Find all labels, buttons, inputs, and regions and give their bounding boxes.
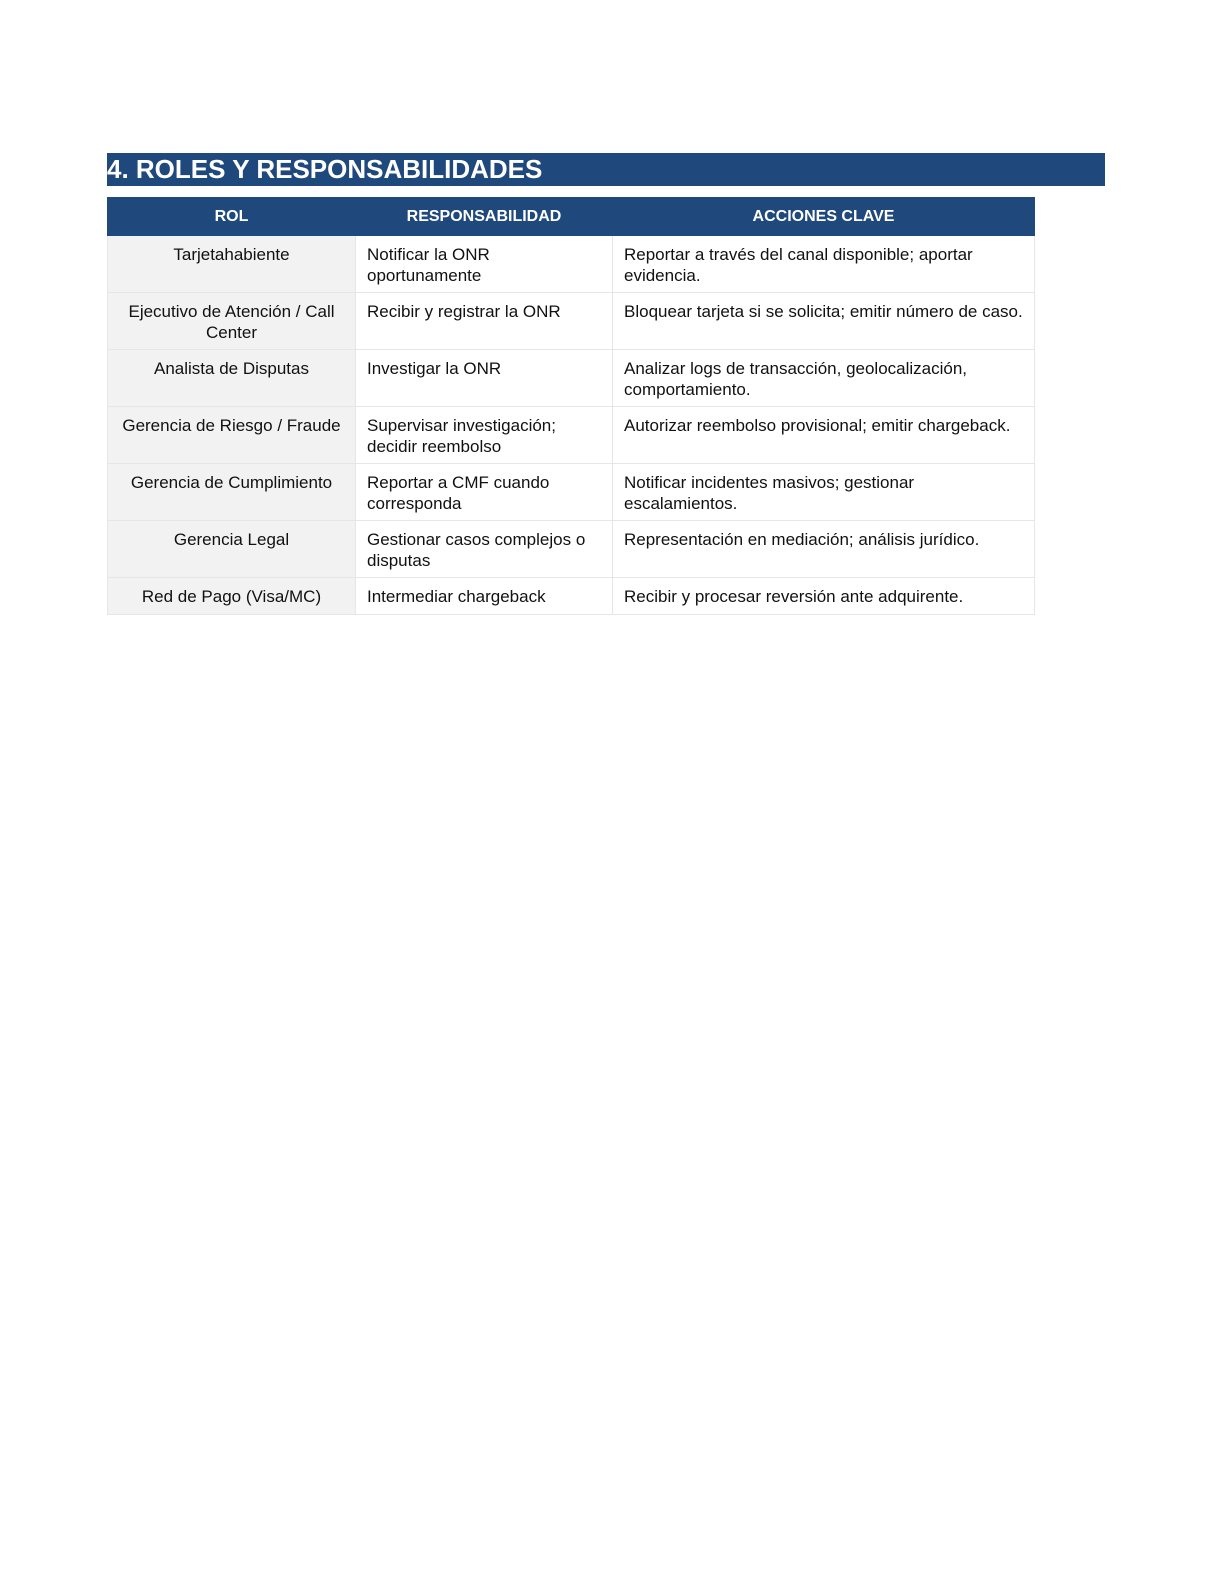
column-header-responsabilidad: RESPONSABILIDAD bbox=[356, 198, 613, 236]
section-title: 4. ROLES Y RESPONSABILIDADES bbox=[107, 153, 1105, 186]
cell-responsabilidad: Notificar la ONR oportunamente bbox=[356, 236, 613, 293]
table-row bbox=[108, 407, 1035, 464]
cell-rol: Gerencia Legal bbox=[108, 521, 356, 578]
cell-rol: Red de Pago (Visa/MC) bbox=[108, 578, 356, 615]
cell-responsabilidad: Gestionar casos complejos o disputas bbox=[356, 521, 613, 578]
cell-responsabilidad: Supervisar investigación; decidir reembolso bbox=[356, 407, 613, 464]
cell-acciones: Reportar a través del canal disponible; aportar evidencia. bbox=[613, 236, 1035, 293]
cell-rol: Tarjetahabiente bbox=[108, 236, 356, 293]
table-header-row bbox=[108, 198, 1035, 236]
cell-responsabilidad: Investigar la ONR bbox=[356, 350, 613, 407]
roles-table bbox=[107, 197, 1035, 615]
column-header-acciones-clave: ACCIONES CLAVE bbox=[613, 198, 1035, 236]
cell-rol: Gerencia de Cumplimiento bbox=[108, 464, 356, 521]
cell-acciones: Bloquear tarjeta si se solicita; emitir número de caso. bbox=[613, 293, 1035, 350]
column-header-rol: ROL bbox=[108, 198, 356, 236]
cell-rol: Analista de Disputas bbox=[108, 350, 356, 407]
table-row bbox=[108, 464, 1035, 521]
cell-acciones: Analizar logs de transacción, geolocalización, comportamiento. bbox=[613, 350, 1035, 407]
cell-responsabilidad: Recibir y registrar la ONR bbox=[356, 293, 613, 350]
cell-responsabilidad: Reportar a CMF cuando corresponda bbox=[356, 464, 613, 521]
cell-acciones: Autorizar reembolso provisional; emitir chargeback. bbox=[613, 407, 1035, 464]
table-row bbox=[108, 293, 1035, 350]
cell-acciones: Recibir y procesar reversión ante adquirente. bbox=[613, 578, 1035, 615]
table-row bbox=[108, 521, 1035, 578]
cell-rol: Ejecutivo de Atención / Call Center bbox=[108, 293, 356, 350]
cell-acciones: Notificar incidentes masivos; gestionar escalamientos. bbox=[613, 464, 1035, 521]
cell-responsabilidad: Intermediar chargeback bbox=[356, 578, 613, 615]
cell-rol: Gerencia de Riesgo / Fraude bbox=[108, 407, 356, 464]
table-row bbox=[108, 350, 1035, 407]
table-row bbox=[108, 236, 1035, 293]
cell-acciones: Representación en mediación; análisis jurídico. bbox=[613, 521, 1035, 578]
table-row bbox=[108, 578, 1035, 615]
